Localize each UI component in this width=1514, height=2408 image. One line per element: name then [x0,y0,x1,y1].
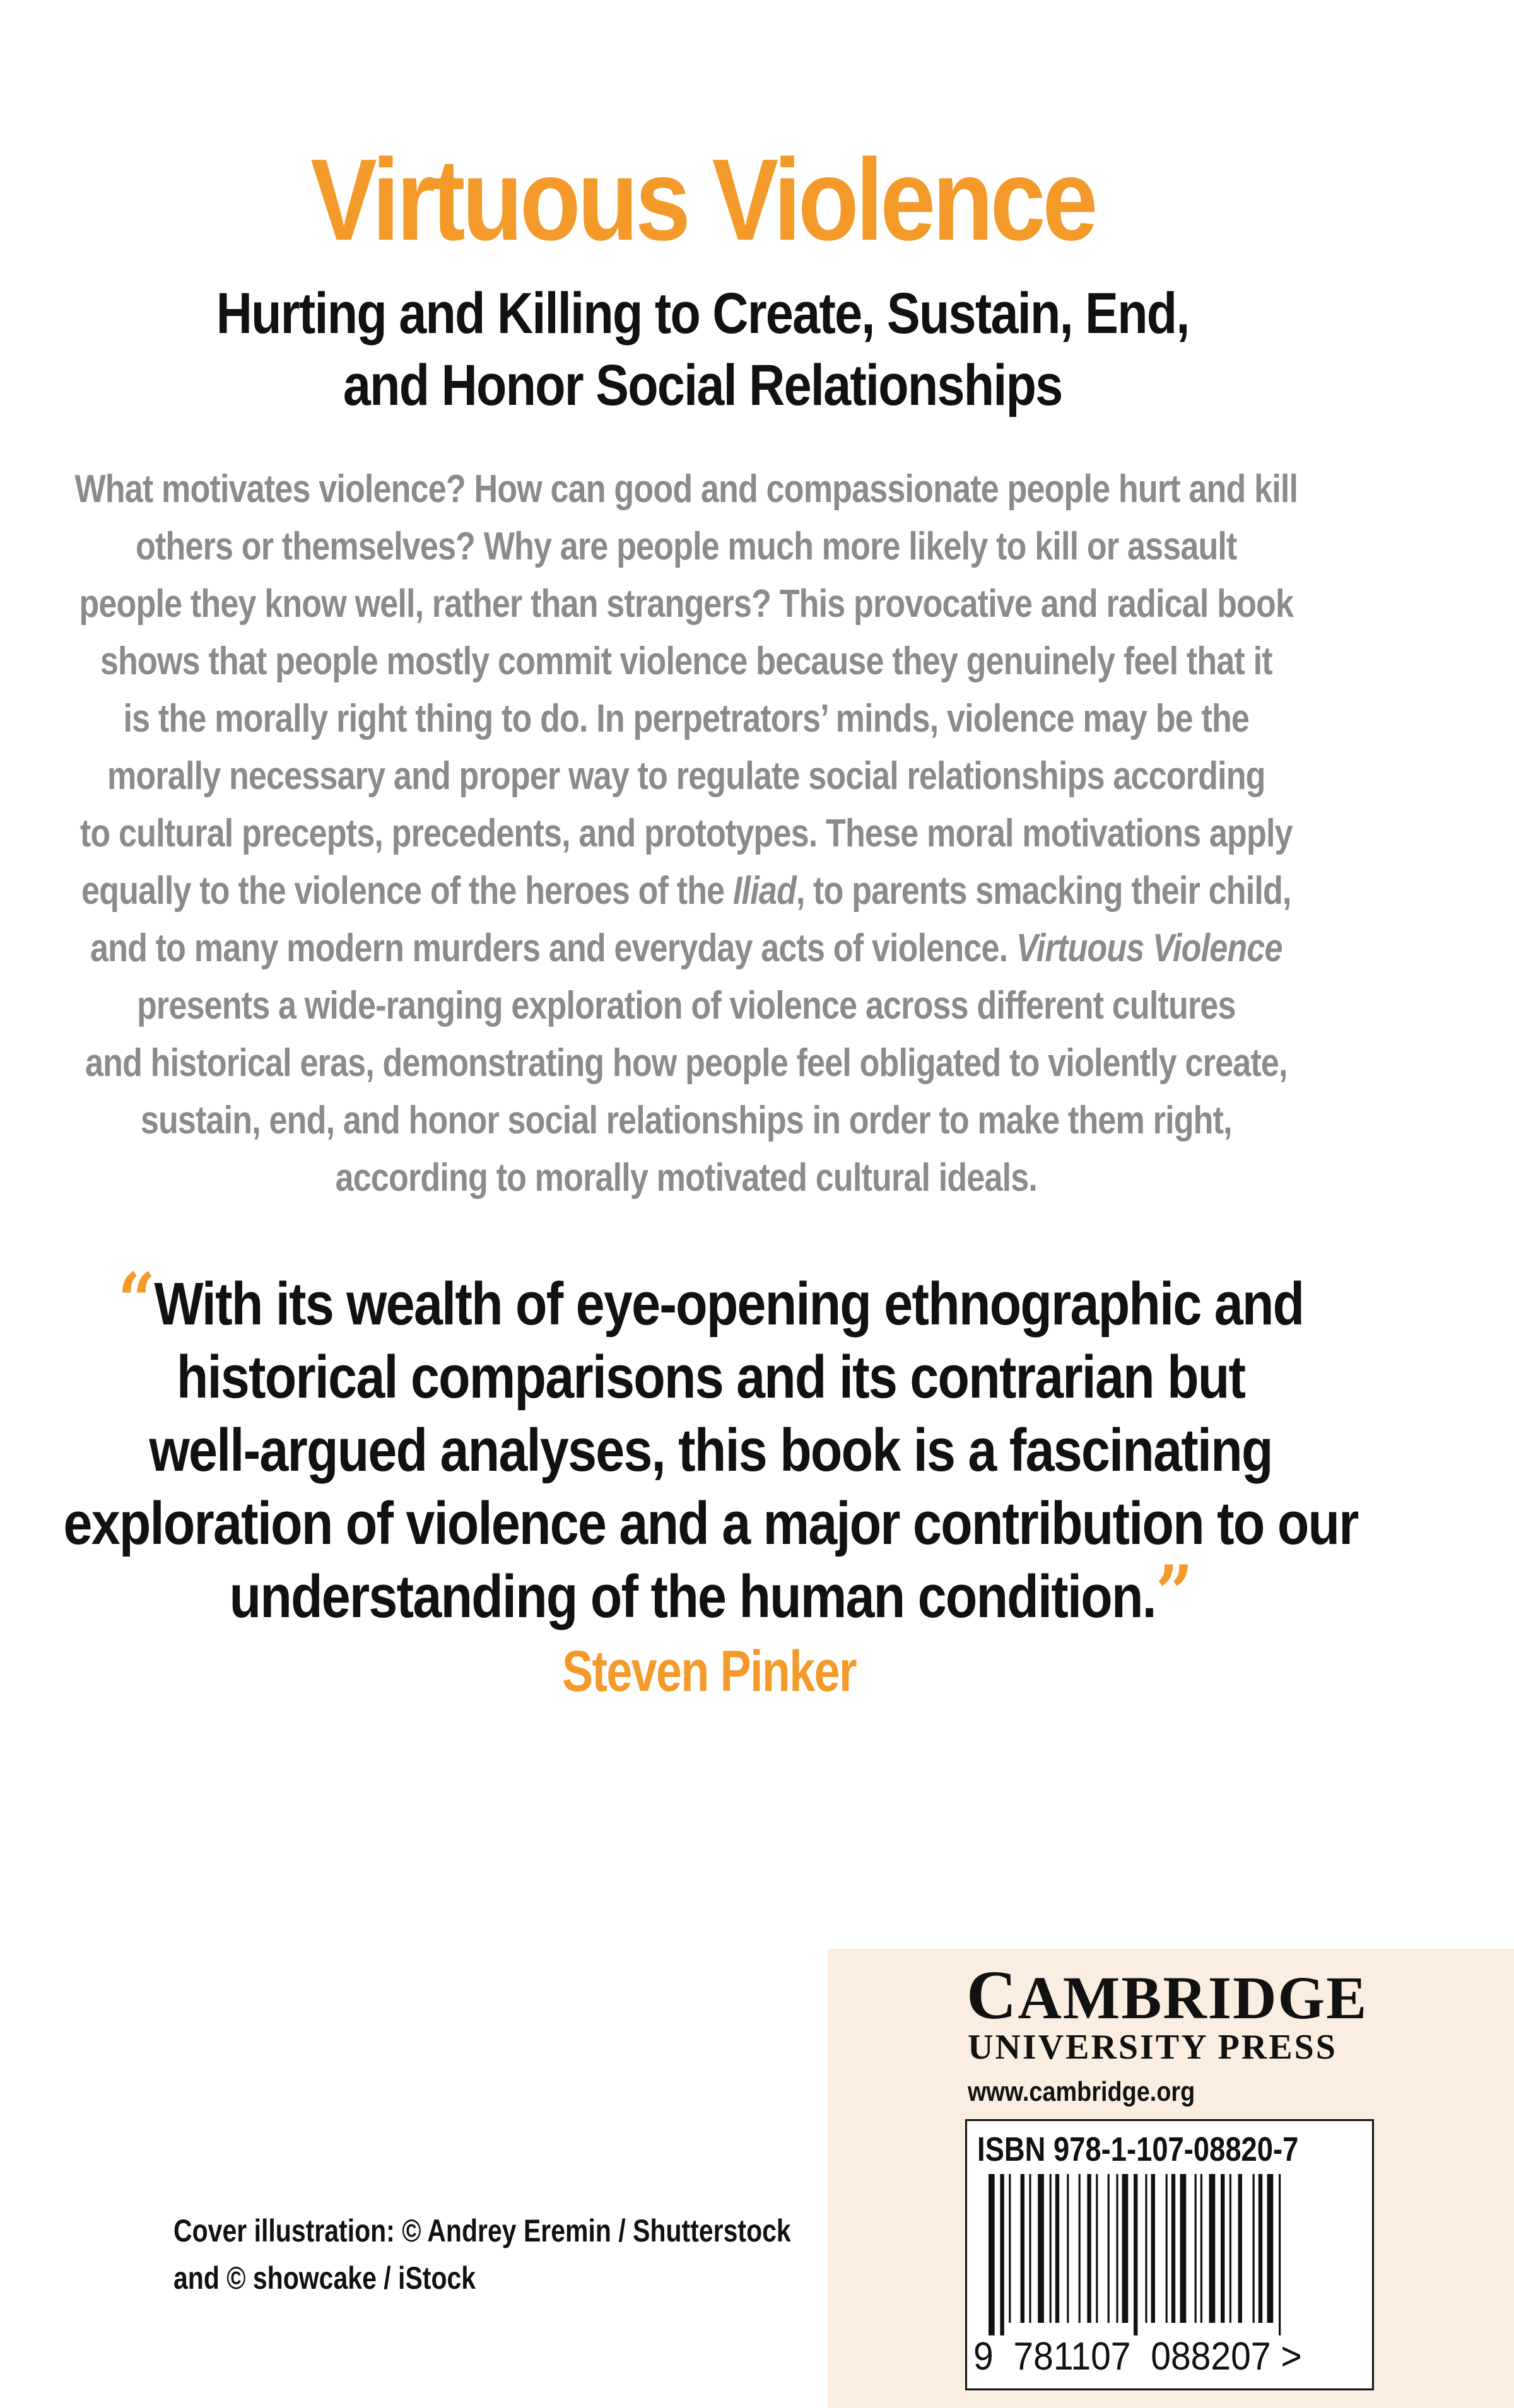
quote-line: historical comparisons and its contrarian but [176,1343,1245,1411]
blurb-italic-title: Virtuous Violence [1016,926,1282,970]
quote-text: understanding of the human condition. [229,1563,1156,1630]
publisher-initial: C [966,1956,1018,2033]
ean-left-group: 781107 [1013,2335,1131,2378]
blurb-line [0,862,1373,920]
blurb-line: morally necessary and proper way to regulate social relationships according [107,754,1265,798]
book-title: Virtuous Violence [310,134,1095,264]
credit-line: Cover illustration: © Andrey Eremin / Shutterstock [173,2213,791,2248]
isbn-label: ISBN 978-1-107-08820-7 [977,2130,1299,2168]
credit-line: and © showcake / iStock [173,2260,476,2296]
publisher-panel [828,1949,1514,2408]
blurb-line: sustain, end, and honor social relationships in order to make them right, [140,1099,1232,1142]
quote-line [0,1549,1421,1638]
open-quote-mark: “ [117,1256,155,1345]
publisher-name-rest: AMBRIDGE [1018,1964,1368,2031]
subtitle-line-1: Hurting and Killing to Create, Sustain, End, [216,281,1189,346]
blurb-line: What motivates violence? How can good and compassionate people hurt and kill [74,467,1298,511]
subtitle-line-2: and Honor Social Relationships [343,353,1062,418]
cover-credit [173,2207,791,2302]
quote-text: With its wealth of eye-opening ethnographic and [154,1270,1304,1338]
blurb-line: and historical eras, demonstrating how people feel obligated to violently create, [85,1041,1288,1085]
blurb-text: and to many modern murders and everyday acts of violence. [90,926,1016,970]
blurb-line: people they know well, rather than strangers? This provocative and radical book [79,582,1294,626]
blurb-line [0,920,1373,977]
publisher-url: www.cambridge.org [968,2076,1195,2107]
quote-line: well-argued analyses, this book is a fascinating [149,1417,1272,1484]
ean-digits [973,2334,1337,2379]
close-quote-mark: ” [1155,1549,1192,1638]
publisher-subtitle: UNIVERSITY PRESS [968,2028,1337,2067]
blurb-line: is the morally right thing to do. In perpetrators’ minds, violence may be the [123,697,1250,740]
blurb-line: presents a wide-ranging exploration of violence across different cultures [136,984,1236,1027]
blurb-line: to cultural precepts, precedents, and prototypes. These moral motivations apply [79,812,1293,855]
quote-line [0,1256,1421,1345]
blurb-line: others or themselves? Why are people much more likely to kill or assault [136,525,1237,568]
quote-line: exploration of violence and a major contribution to our [63,1490,1358,1557]
blurb-text: equally to the violence of the heroes of the [81,869,733,913]
blurb-italic-iliad: Iliad [732,869,796,913]
endorsement-quote [0,1256,1421,1638]
ean-lead-digit: 9 [973,2335,994,2378]
blurb-line: according to morally motivated cultural ideals. [335,1156,1037,1200]
blurb-line: shows that people mostly commit violence because they genuinely feel that it [100,640,1272,683]
ean-right-group: 088207 [1151,2335,1271,2378]
quote-attribution: Steven Pinker [561,1639,856,1704]
blurb-text: , to parents smacking their child, [795,869,1291,913]
book-subtitle [0,278,1405,421]
barcode-box [965,2119,1374,2390]
barcode-icon [973,2174,1368,2335]
description-blurb [0,460,1373,1207]
ean-arrow: > [1281,2335,1302,2378]
publisher-logo-name [966,1955,1368,2035]
